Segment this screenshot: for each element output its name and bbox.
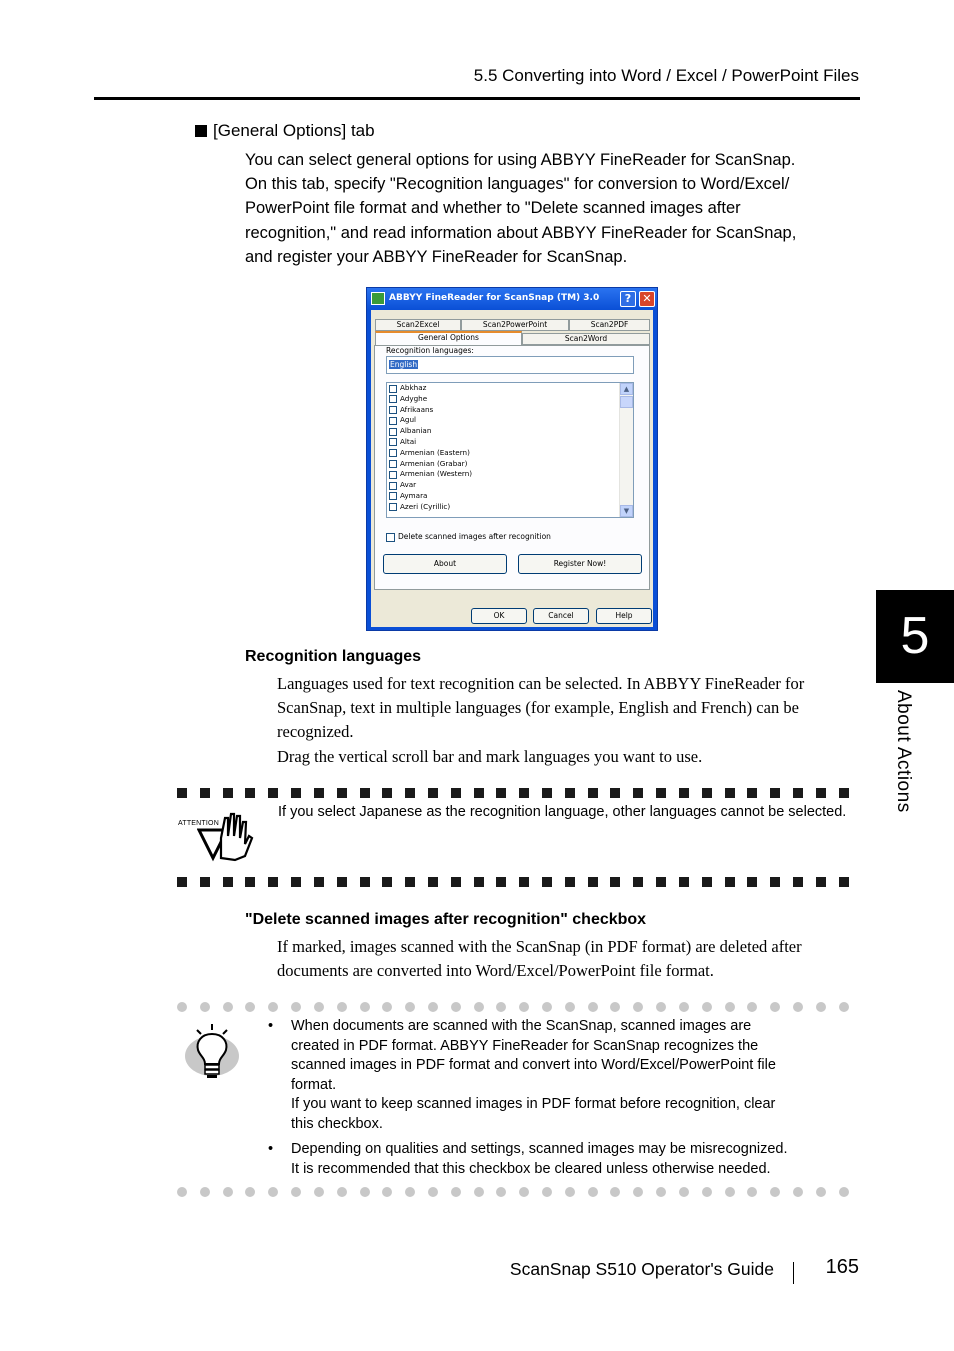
delete-heading: "Delete scanned images after recognition" checkbox <box>245 911 647 928</box>
hint-line: scanned images in PDF format and convert into Word/Excel/PowerPoint file <box>291 1057 776 1073</box>
scroll-down-icon[interactable]: ▼ <box>620 505 633 517</box>
language-name: Abkhaz <box>400 383 427 392</box>
recognition-body <box>277 672 857 769</box>
help-icon[interactable]: ? <box>620 291 636 307</box>
footer-guide-title: ScanSnap S510 Operator's Guide <box>509 1259 774 1279</box>
attention-text: If you select Japanese as the recognition language, other languages cannot be selected. <box>278 804 847 820</box>
tab-scan2powerpoint[interactable]: Scan2PowerPoint <box>461 319 569 331</box>
intro-line: You can select general options for using ABBYY FineReader for ScanSnap. <box>245 151 796 169</box>
cancel-button[interactable]: Cancel <box>533 608 589 624</box>
hint-bottom-border <box>177 1187 849 1197</box>
recognition-languages-label: Recognition languages: <box>386 346 474 355</box>
language-name: Azeri (Cyrillic) <box>400 501 451 511</box>
hint-line: It is recommended that this checkbox be cleared unless otherwise needed. <box>291 1160 771 1177</box>
help-button[interactable]: Help <box>596 608 652 624</box>
bullet-icon: • <box>268 1018 274 1034</box>
tab-general-options[interactable]: General Options <box>375 331 522 345</box>
list-item[interactable] <box>387 480 633 491</box>
about-button[interactable]: About <box>383 554 507 574</box>
recognition-line: Languages used for text recognition can be selected. In ABBYY FineReader for <box>277 674 805 693</box>
bullet-icon: • <box>268 1141 274 1157</box>
list-item[interactable] <box>387 459 633 470</box>
register-now-button[interactable]: Register Now! <box>518 554 642 574</box>
section-heading-text: [General Options] tab <box>213 121 375 140</box>
intro-line: recognition," and read information about ABBYY FineReader for ScanSnap, <box>245 223 797 242</box>
list-item[interactable] <box>387 426 633 437</box>
tab-scan2pdf[interactable]: Scan2PDF <box>569 319 650 331</box>
language-name: Agul <box>400 415 417 425</box>
footer-separator <box>793 1262 794 1284</box>
recognition-line: ScanSnap, text in multiple languages (for example, English and French) can be <box>277 698 799 718</box>
recognition-heading: Recognition languages <box>245 648 422 665</box>
list-item <box>268 1017 858 1134</box>
language-name: Altai <box>400 436 417 446</box>
page-number: 165 <box>825 1256 859 1278</box>
square-bullet-icon <box>195 125 207 137</box>
chapter-label-text: About Actions <box>893 690 914 813</box>
recognition-languages-field[interactable] <box>386 356 634 374</box>
hint-top-border <box>177 1002 849 1012</box>
language-checkbox[interactable] <box>389 482 397 490</box>
general-options-panel <box>374 345 650 590</box>
list-item[interactable] <box>387 491 633 502</box>
delete-line: If marked, images scanned with the ScanSnap (in PDF format) are deleted after <box>277 937 802 956</box>
language-name: Afrikaans <box>400 404 434 414</box>
abbyy-dialog <box>366 287 658 631</box>
delete-images-checkbox[interactable] <box>386 533 395 542</box>
hint-line: When documents are scanned with the ScanSnap, scanned images are <box>291 1018 752 1034</box>
recognition-line: recognized. <box>277 722 354 742</box>
dialog-body <box>371 310 653 627</box>
scroll-up-icon[interactable]: ▲ <box>620 383 633 395</box>
intro-line: PowerPoint file format and whether to "Delete scanned images after <box>245 199 741 218</box>
attention-top-border <box>177 788 849 798</box>
list-item[interactable] <box>387 415 633 426</box>
list-item[interactable] <box>387 437 633 448</box>
language-checkbox[interactable] <box>389 438 397 446</box>
language-name: Armenian (Grabar) <box>400 458 468 468</box>
delete-images-label: Delete scanned images after recognition <box>398 532 551 541</box>
language-scrollbar[interactable] <box>619 383 633 517</box>
section-heading <box>195 121 375 141</box>
language-name: Adyghe <box>400 393 428 403</box>
intro-paragraph <box>245 148 855 269</box>
language-name: Armenian (Western) <box>400 469 473 479</box>
list-item[interactable] <box>387 383 633 394</box>
language-checkbox[interactable] <box>389 449 397 457</box>
intro-line: On this tab, specify "Recognition languages" for conversion to Word/Excel/ <box>245 175 790 194</box>
language-checkbox[interactable] <box>389 503 397 511</box>
hint-line: Depending on qualities and settings, scanned images may be misrecognized. <box>291 1141 788 1157</box>
delete-body <box>277 935 857 983</box>
list-item[interactable] <box>387 469 633 480</box>
language-list[interactable] <box>386 382 634 518</box>
dialog-title: ABBYY FineReader for ScanSnap (TM) 3.0 <box>389 293 600 303</box>
language-checkbox[interactable] <box>389 492 397 500</box>
hint-line: created in PDF format. ABBYY FineReader for ScanSnap recognizes the <box>291 1037 759 1054</box>
language-checkbox[interactable] <box>389 417 397 425</box>
chapter-number-tab: 5 <box>876 590 954 683</box>
language-checkbox[interactable] <box>389 460 397 468</box>
language-checkbox[interactable] <box>389 406 397 414</box>
recognition-languages-value: English <box>390 360 418 369</box>
language-checkbox[interactable] <box>389 385 397 393</box>
list-item[interactable] <box>387 448 633 459</box>
list-item <box>268 1140 858 1179</box>
language-checkbox[interactable] <box>389 395 397 403</box>
intro-line: and register your ABBYY FineReader for ScanSnap. <box>245 247 628 266</box>
list-item[interactable] <box>387 405 633 416</box>
tab-scan2word[interactable]: Scan2Word <box>522 333 650 345</box>
attention-hand-icon <box>197 810 257 862</box>
lightbulb-hint-icon <box>183 1022 241 1080</box>
attention-label: ATTENTION <box>178 820 219 827</box>
ok-button[interactable]: OK <box>471 608 527 624</box>
header-rule <box>94 97 860 100</box>
close-icon[interactable]: ✕ <box>639 291 655 307</box>
language-name: Aymara <box>400 490 428 500</box>
dialog-title-bar <box>367 288 657 310</box>
hint-line: this checkbox. <box>291 1115 383 1132</box>
running-header: 5.5 Converting into Word / Excel / PowerPoint Files <box>473 66 859 85</box>
recognition-line: Drag the vertical scroll bar and mark languages you want to use. <box>277 746 703 766</box>
scroll-thumb[interactable] <box>620 396 633 408</box>
list-item[interactable] <box>387 502 633 513</box>
delete-line: documents are converted into Word/Excel/PowerPoint file format. <box>277 961 714 981</box>
language-checkbox[interactable] <box>389 471 397 479</box>
attention-bottom-border <box>177 877 849 887</box>
hint-list <box>268 1017 858 1185</box>
app-icon <box>371 292 385 305</box>
language-name: Armenian (Eastern) <box>400 447 470 457</box>
language-name: Albanian <box>400 426 432 436</box>
chapter-side-label <box>876 690 954 840</box>
list-item[interactable] <box>387 394 633 405</box>
hint-line: If you want to keep scanned images in PDF format before recognition, clear <box>291 1096 776 1112</box>
language-name: Avar <box>400 480 417 490</box>
hint-line: format. <box>291 1076 337 1093</box>
tab-scan2excel[interactable]: Scan2Excel <box>375 319 461 331</box>
language-checkbox[interactable] <box>389 428 397 436</box>
